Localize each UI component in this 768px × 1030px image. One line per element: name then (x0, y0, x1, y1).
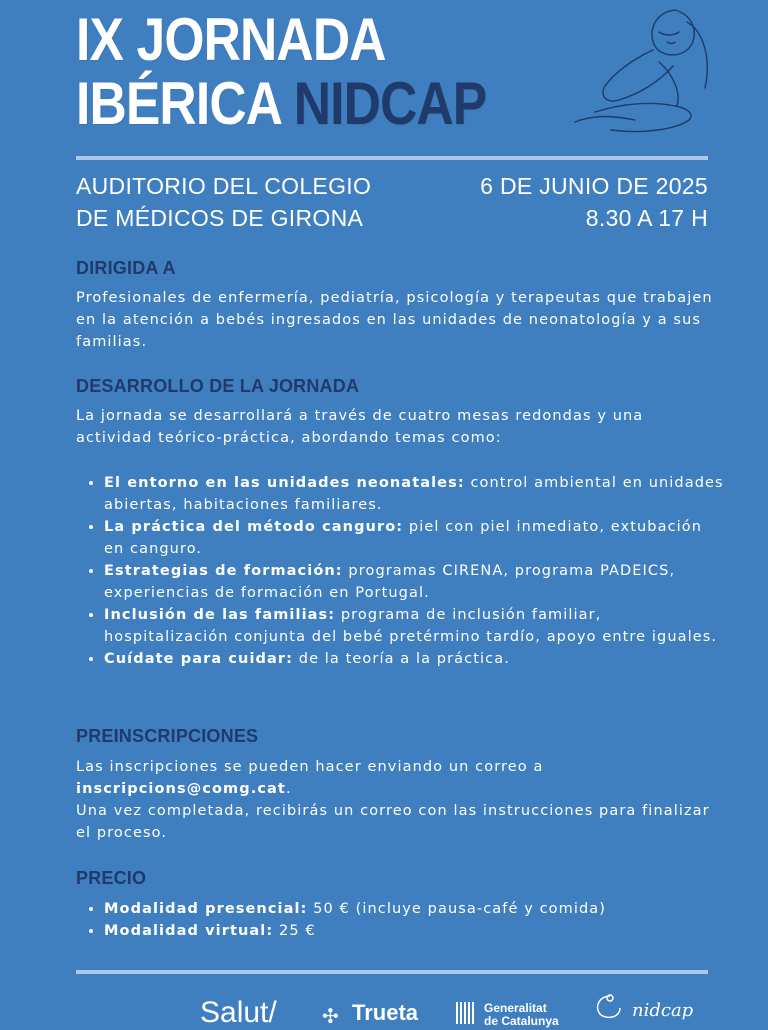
event-title (76, 8, 486, 136)
topic-title: Inclusión de las familias: (104, 607, 336, 623)
venue-line-1: AUDITORIO DEL COLEGIO (76, 173, 372, 199)
topic-desc: programa de inclusión familiar, hospitalización conjunta del bebé pretérmino tardío, apoyo entre iguales. (104, 607, 718, 645)
audience-heading: DIRIGIDA A (76, 258, 176, 278)
list-item (104, 516, 724, 560)
topic-desc: de la teoría a la práctica. (293, 651, 510, 667)
registration-email-link[interactable]: inscripcions@comg.cat (76, 781, 286, 797)
date-time (480, 170, 708, 234)
venue-line-2: DE MÉDICOS DE GIRONA (76, 205, 364, 231)
gencat-line-1: Generalitat (484, 1001, 547, 1015)
footer-divider (76, 970, 708, 974)
event-time: 8.30 A 17 H (585, 205, 708, 231)
venue (76, 170, 371, 234)
list-item (104, 898, 724, 920)
topic-title: Cuídate para cuidar: (104, 651, 294, 667)
program-intro: La jornada se desarrollará a través de cuatro mesas redondas y una actividad teórico-práctica, abordando temas como: (76, 408, 644, 446)
sponsor-logos (0, 990, 768, 1029)
nidcap-swirl-icon (590, 992, 630, 1022)
registration-followup: Una vez completada, recibirás un correo con las instrucciones para finalizar el proceso. (76, 803, 710, 841)
registration-text (76, 756, 716, 844)
program-topics (80, 472, 724, 670)
registration-heading: PREINSCRIPCIONES (76, 726, 259, 746)
nidcap-logo: nidcap (632, 1000, 694, 1021)
list-item (104, 560, 724, 604)
registration-line: Las inscripciones se pueden hacer enviando un correo a (76, 759, 544, 775)
event-date: 6 DE JUNIO DE 2025 (480, 173, 708, 199)
title-accent-nidcap: NIDCAP (293, 70, 487, 137)
topic-title: La práctica del método canguro: (104, 519, 404, 535)
price-value: 25 € (273, 923, 316, 939)
topic-desc: programas CIRENA, programa PADEICS, experiencias de formación en Portugal. (104, 563, 676, 601)
list-item (104, 920, 724, 942)
gencat-logo (484, 1002, 559, 1028)
title-line-1: IX JORNADA (76, 6, 386, 73)
topic-desc: control ambiental en unidades abiertas, habitaciones familiares. (104, 475, 724, 513)
title-line-2: IBÉRICA (76, 70, 281, 137)
topic-title: El entorno en las unidades neonatales: (104, 475, 465, 491)
price-label: Modalidad virtual: (104, 923, 274, 939)
salut-logo: Salut/ (200, 996, 277, 1029)
trueta-icon: ✣ (322, 1004, 339, 1028)
audience-text: Profesionales de enfermería, pediatría, psicología y terapeutas que trabajen en la atención a bebés ingresados en las unidades de neonatología y a sus familias. (76, 290, 713, 350)
gencat-icon (456, 1002, 476, 1024)
mother-baby-illustration (555, 2, 715, 142)
header-divider (76, 156, 708, 160)
trueta-logo: Trueta (352, 1000, 419, 1025)
program-heading: DESARROLLO DE LA JORNADA (76, 376, 360, 396)
list-item (104, 472, 724, 516)
price-label: Modalidad presencial: (104, 901, 308, 917)
list-item (104, 604, 724, 648)
list-item (104, 648, 724, 670)
price-value: 50 € (incluye pausa-café y comida) (307, 901, 607, 917)
price-heading: PRECIO (76, 868, 147, 888)
price-list (80, 898, 724, 942)
topic-title: Estrategias de formación: (104, 563, 343, 579)
email-suffix: . (285, 781, 292, 797)
gencat-line-2: de Catalunya (484, 1014, 559, 1028)
topic-desc: piel con piel inmediato, extubación en canguro. (104, 519, 703, 557)
